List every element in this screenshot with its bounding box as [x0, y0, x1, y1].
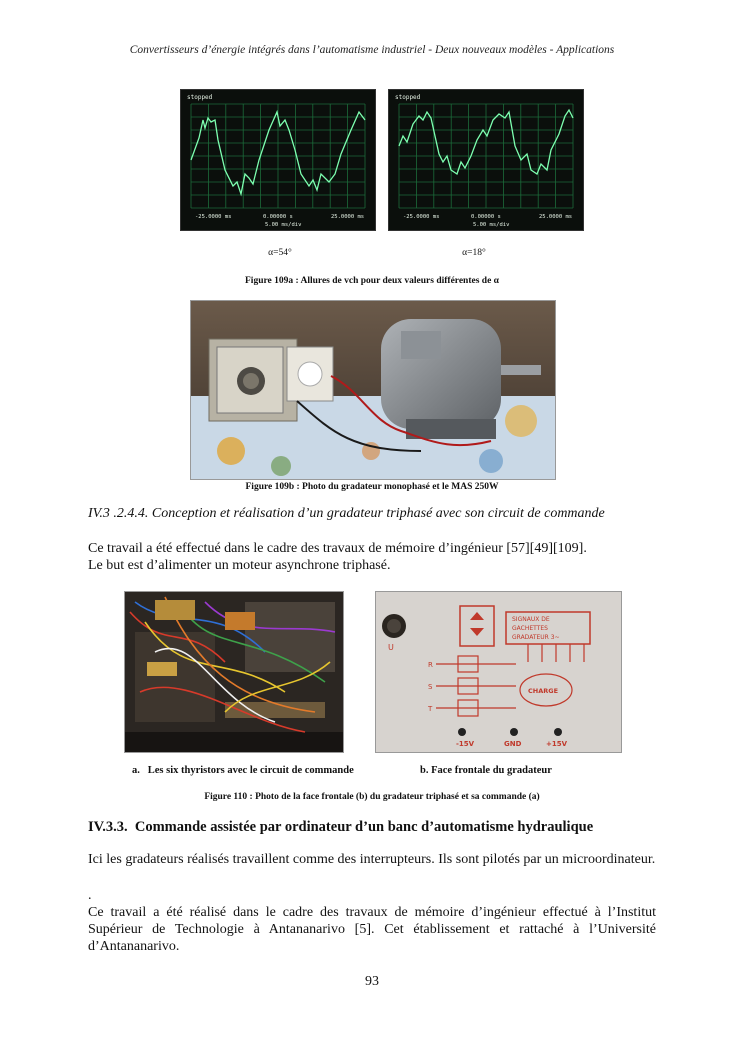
scope-time-right: 25.0000 ms [539, 214, 573, 220]
panel-title-line1: SIGNAUX DE [512, 616, 550, 623]
scope-time-right: 25.0000 ms [331, 214, 365, 220]
section-heading-3244: IV.3 .2.4.4. Conception et réalisation d’un gradateur triphasé avec son circuit de commande [88, 506, 605, 521]
figure-109a-caption: Figure 109a : Allures de vch pour deux valeurs différentes de α [245, 276, 499, 286]
scope-time-left: -25.0000 ms [403, 214, 440, 220]
scope-time-left: -25.0000 ms [195, 214, 232, 220]
figure-110-sublabel-a: a. Les six thyristors avec le circuit de commande [132, 765, 354, 776]
scope-status: stopped [395, 94, 421, 101]
alpha-label-right: α=18° [462, 248, 486, 258]
scope-status: stopped [187, 94, 213, 101]
alpha-label-left: α=54° [268, 248, 292, 258]
panel-plus15v: +15V [546, 740, 568, 748]
section-333-dot: . [88, 888, 92, 903]
panel-minus15v: -15V [456, 740, 475, 748]
scope-timebase: 5.00 ms/div [473, 222, 510, 228]
figure-110-caption: Figure 110 : Photo de la face frontale (b) du gradateur triphasé et sa commande (a) [204, 792, 540, 802]
section-3244-line2: Le but est d’alimenter un moteur asynchrone triphasé. [88, 558, 391, 573]
figure-109b-caption: Figure 109b : Photo du gradateur monophasé et le MAS 250W [245, 482, 499, 492]
panel-title-line3: GRADATEUR 3~ [512, 634, 560, 641]
section-333-paragraph-1: Ici les gradateurs réalisés travaillent comme des interrupteurs. Ils sont pilotés par un microordinateur. [88, 852, 656, 867]
photo-dimmer-front-panel [375, 591, 622, 753]
section-heading-333: IV.3.3. Commande assistée par ordinateur d’un banc d’automatisme hydraulique [88, 819, 594, 835]
panel-phase-s: S [428, 683, 433, 691]
page-number: 93 [365, 974, 379, 989]
running-header: Convertisseurs d’énergie intégrés dans l’automatisme industriel - Deux nouveaux modèles - Applications [129, 44, 615, 56]
photo-thyristors-circuit [124, 591, 344, 753]
panel-phase-t: T [428, 705, 433, 713]
panel-phase-r: R [428, 661, 433, 669]
oscilloscope-right [388, 89, 584, 231]
scope-timebase: 5.00 ms/div [265, 222, 302, 228]
photo-dimmer-and-motor [190, 300, 556, 480]
oscilloscope-left [180, 89, 376, 231]
panel-title-line2: GACHETTES [512, 625, 548, 632]
panel-charge-label: CHARGE [528, 687, 559, 695]
section-3244-line1: Ce travail a été effectué dans le cadre des travaux de mémoire d’ingénieur [57][49][109]. [88, 541, 587, 556]
section-333-paragraph-2: Ce travail a été réalisé dans le cadre des travaux de mémoire d’ingénieur effectué à l’Institut Supérieur de Technologie à Antananarivo [5]. Cet établissement et rattaché à l’Université d’Antananarivo. [88, 905, 656, 954]
panel-ucom-label: U [388, 643, 394, 652]
scope-time-center: 0.00000 s [263, 214, 293, 220]
figure-110-sublabel-b: b. Face frontale du gradateur [420, 765, 552, 776]
scope-time-center: 0.00000 s [471, 214, 501, 220]
panel-gnd: GND [504, 740, 522, 748]
